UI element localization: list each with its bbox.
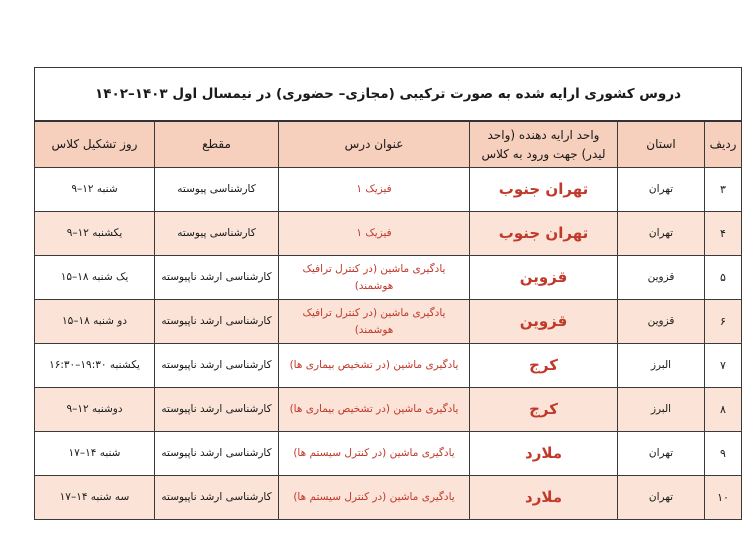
cell-maghta: کارشناسی ارشد ناپیوسته xyxy=(155,388,279,432)
table-row xyxy=(35,212,742,256)
table-row xyxy=(35,344,742,388)
cell-rooz: دوشنبه ۱۲–۹ xyxy=(35,388,155,432)
table-row xyxy=(35,432,742,476)
table-row xyxy=(35,300,742,344)
cell-onvan: یادگیری ماشین (در کنترل ترافیک هوشمند) xyxy=(279,300,470,344)
header-onvan: عنوان درس xyxy=(279,121,470,168)
cell-maghta: کارشناسی ارشد ناپیوسته xyxy=(155,432,279,476)
header-maghta: مقطع xyxy=(155,121,279,168)
cell-radif: ۶ xyxy=(705,300,742,344)
cell-maghta: کارشناسی ارشد ناپیوسته xyxy=(155,476,279,520)
cell-maghta: کارشناسی ارشد ناپیوسته xyxy=(155,344,279,388)
cell-ostan: تهران xyxy=(618,168,705,212)
cell-vahed: قزوین xyxy=(470,300,618,344)
cell-radif: ۹ xyxy=(705,432,742,476)
table-row xyxy=(35,168,742,212)
cell-vahed: کرج xyxy=(470,344,618,388)
cell-maghta: کارشناسی ارشد ناپیوسته xyxy=(155,300,279,344)
cell-ostan: تهران xyxy=(618,212,705,256)
cell-rooz: دو شنبه ۱۸–۱۵ xyxy=(35,300,155,344)
cell-vahed: ملارد xyxy=(470,432,618,476)
cell-onvan: یادگیری ماشین (در تشخیص بیماری ها) xyxy=(279,344,470,388)
cell-onvan: فیزیک ۱ xyxy=(279,168,470,212)
header-rooz: روز تشکیل کلاس xyxy=(35,121,155,168)
table-row xyxy=(35,388,742,432)
cell-rooz: یکشنبه ۱۲–۹ xyxy=(35,212,155,256)
cell-ostan: تهران xyxy=(618,432,705,476)
cell-maghta: کارشناسی پیوسته xyxy=(155,212,279,256)
table-row xyxy=(35,256,742,300)
cell-onvan: یادگیری ماشین (در کنترل ترافیک هوشمند) xyxy=(279,256,470,300)
table-row xyxy=(35,476,742,520)
cell-maghta: کارشناسی پیوسته xyxy=(155,168,279,212)
course-table xyxy=(34,67,742,520)
cell-radif: ۷ xyxy=(705,344,742,388)
cell-onvan: یادگیری ماشین (در کنترل سیستم ها) xyxy=(279,476,470,520)
cell-vahed: ملارد xyxy=(470,476,618,520)
cell-ostan: قزوین xyxy=(618,256,705,300)
header-ostan: استان xyxy=(618,121,705,168)
cell-vahed: تهران جنوب xyxy=(470,212,618,256)
course-table-sheet xyxy=(34,67,741,520)
header-row xyxy=(35,121,742,168)
cell-radif: ۴ xyxy=(705,212,742,256)
cell-onvan: یادگیری ماشین (در تشخیص بیماری ها) xyxy=(279,388,470,432)
cell-rooz: یکشنبه ۱۹:۳۰–۱۶:۳۰ xyxy=(35,344,155,388)
cell-ostan: البرز xyxy=(618,344,705,388)
cell-rooz: شنبه ۱۲–۹ xyxy=(35,168,155,212)
cell-rooz: یک شنبه ۱۸–۱۵ xyxy=(35,256,155,300)
cell-vahed: تهران جنوب xyxy=(470,168,618,212)
cell-ostan: تهران xyxy=(618,476,705,520)
cell-maghta: کارشناسی ارشد ناپیوسته xyxy=(155,256,279,300)
cell-radif: ۵ xyxy=(705,256,742,300)
cell-ostan: قزوین xyxy=(618,300,705,344)
header-vahed: واحد ارایه دهنده (واحد لیدر) جهت ورود به کلاس xyxy=(470,121,618,168)
cell-vahed: قزوین xyxy=(470,256,618,300)
cell-vahed: کرج xyxy=(470,388,618,432)
cell-rooz: سه شنبه ۱۴–۱۷ xyxy=(35,476,155,520)
cell-radif: ۸ xyxy=(705,388,742,432)
cell-radif: ۱۰ xyxy=(705,476,742,520)
header-radif: ردیف xyxy=(705,121,742,168)
cell-radif: ۳ xyxy=(705,168,742,212)
table-title: دروس کشوری ارایه شده به صورت ترکیبی (مجازی– حضوری) در نیمسال اول ۱۴۰۳–۱۴۰۲ xyxy=(35,68,742,122)
cell-ostan: البرز xyxy=(618,388,705,432)
cell-onvan: فیزیک ۱ xyxy=(279,212,470,256)
cell-rooz: شنبه ۱۴–۱۷ xyxy=(35,432,155,476)
cell-onvan: یادگیری ماشین (در کنترل سیستم ها) xyxy=(279,432,470,476)
